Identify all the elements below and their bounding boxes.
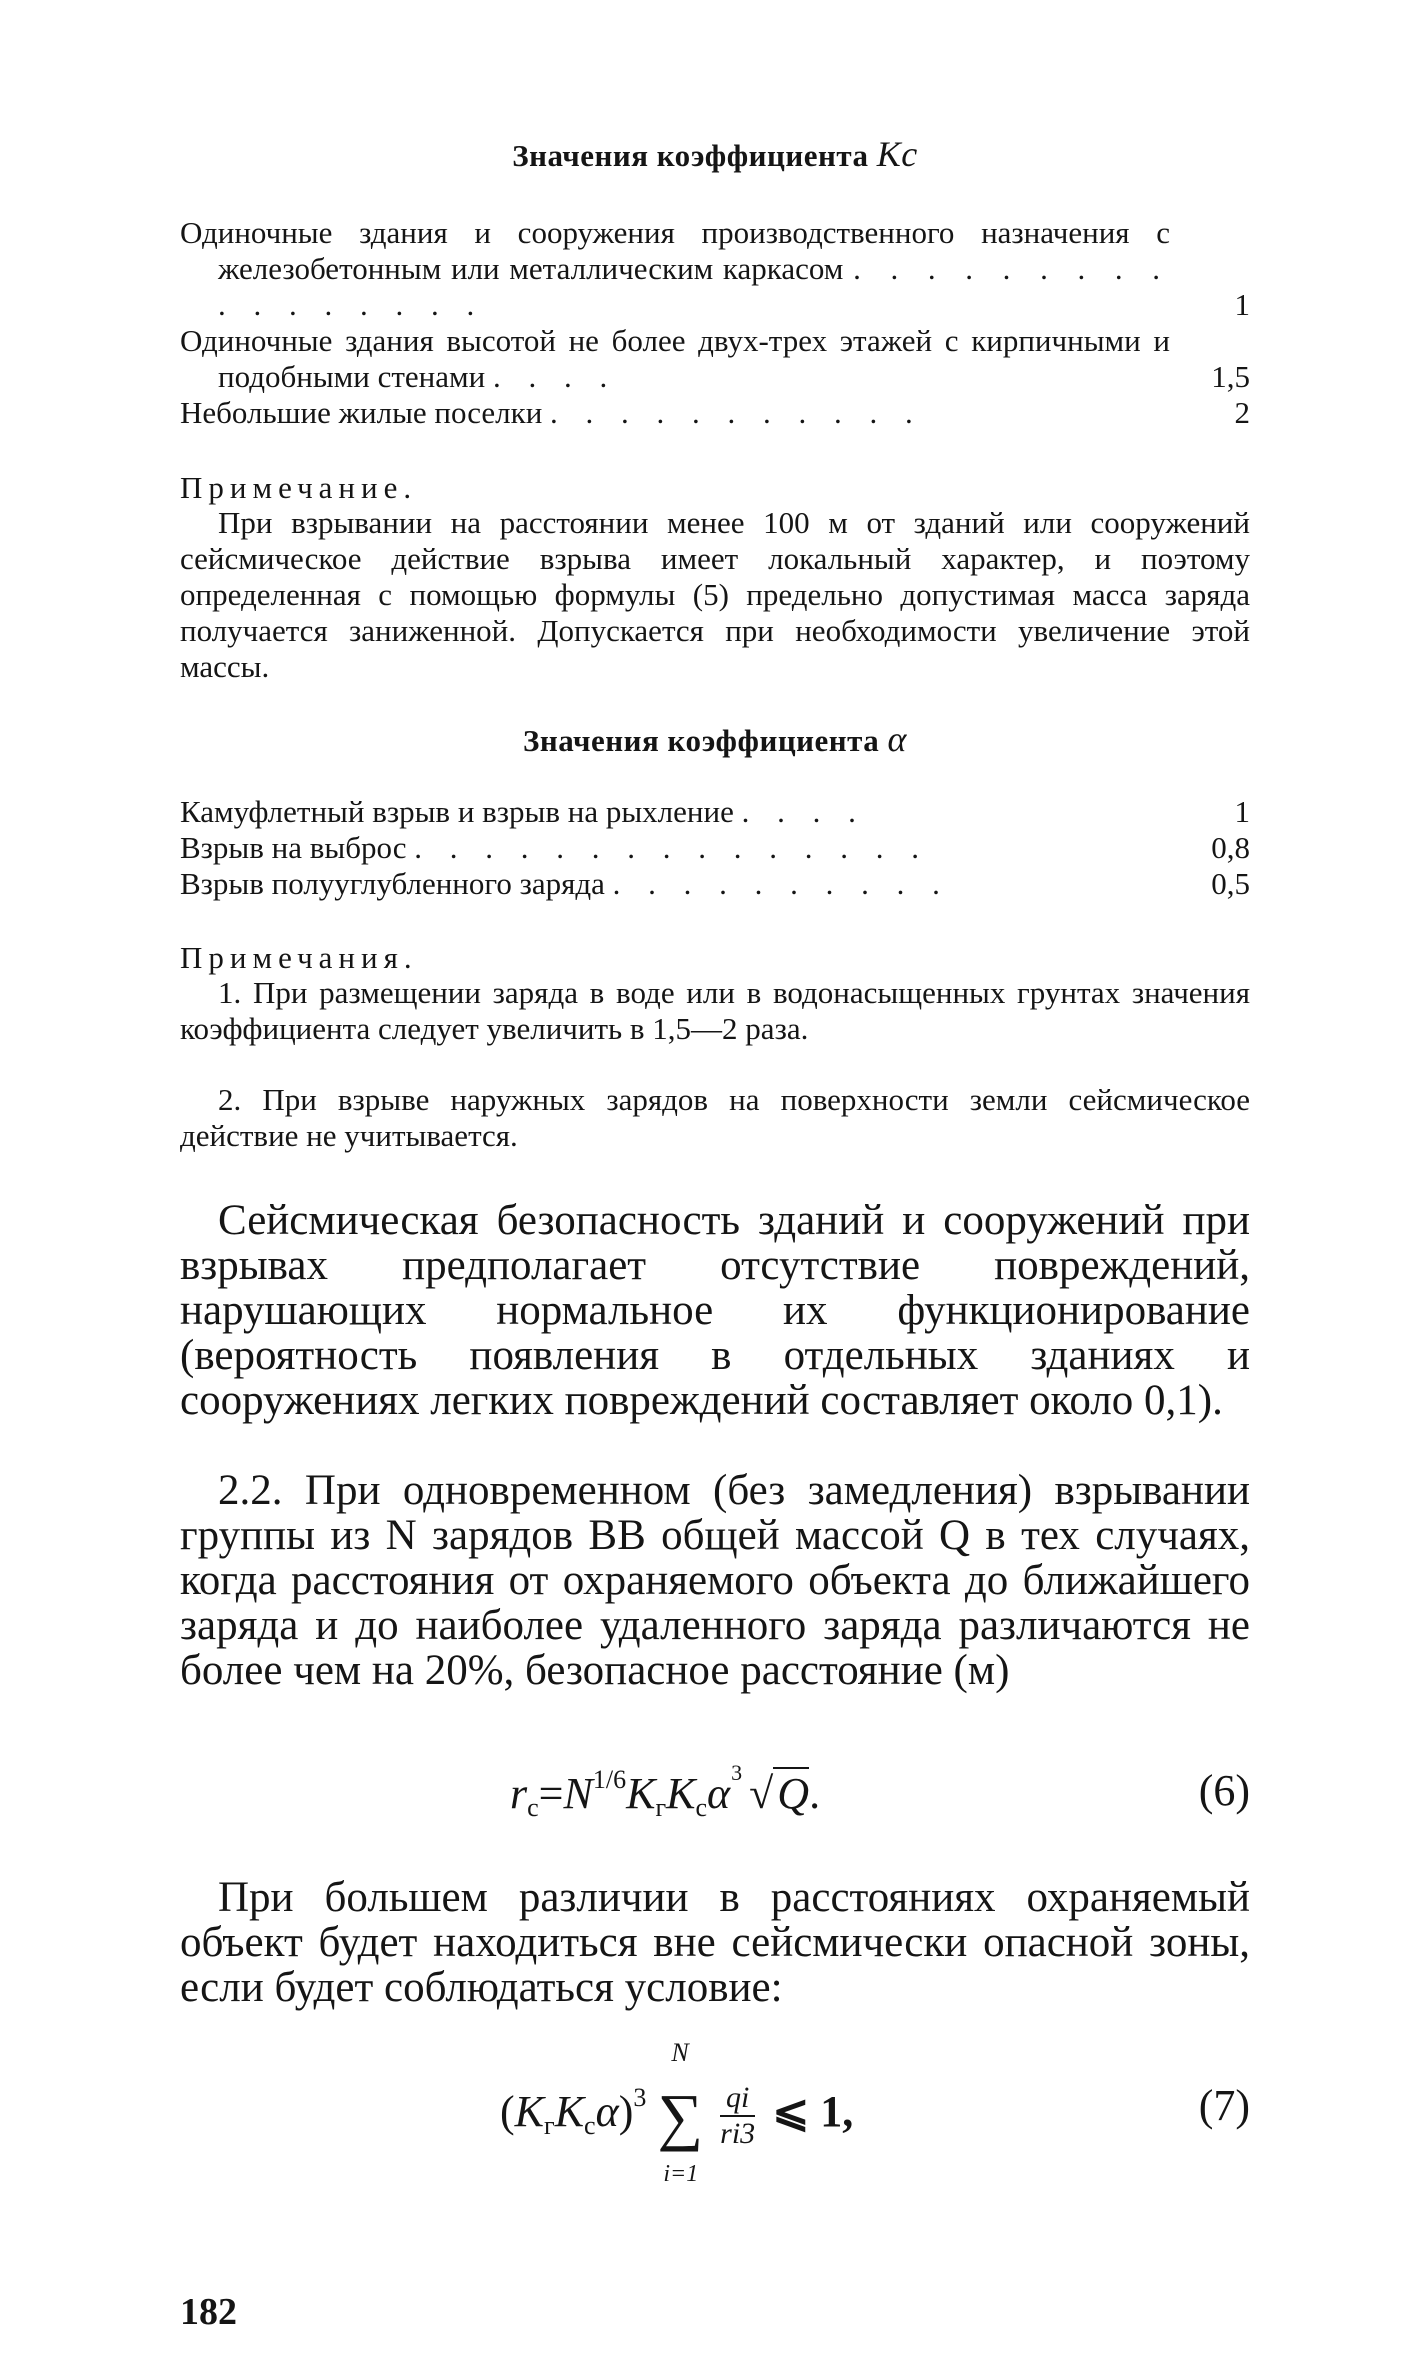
alpha-row [180,794,1250,830]
alpha-row-label: Взрыв на выброс [180,830,407,865]
alpha-note-2: 2. При взрыве наружных зарядов на поверхности земли сейсмическое действие не учитывается. [180,1082,1250,1153]
formula-7-number: (7) [1198,2081,1250,2130]
alpha-row-value: 1 [1234,794,1250,829]
kc-row-label: Одиночные здания высотой не более двух-трех этажей с кирпичными и подобными стенами [180,323,1170,394]
kc-row [180,323,1250,395]
kc-row-label: Небольшие жилые поселки [180,395,543,430]
alpha-heading [180,718,1250,760]
page-number: 182 [180,2291,237,2333]
alpha-row-value: 0,5 [1211,866,1250,901]
kc-row-dots: . . . . . . . . . . . [550,395,923,430]
alpha-note-1: 1. При размещении заряда в воде или в водонасыщенных грунтах значения коэффициента следует увеличить в 1,5—2 раза. [180,975,1250,1046]
formula-7 [180,2038,1250,2187]
formula-6 [180,1760,1250,1825]
alpha-row-dots: . . . . [741,794,866,829]
kc-note-title: Примечание. [180,470,418,505]
kc-row [180,215,1250,323]
alpha-row-value: 0,8 [1211,830,1250,865]
summation-sign: N ∑ i=1 [657,2038,703,2187]
kc-row-label: Одиночные здания и сооружения производственного назначения с железобетонным или металлическим каркасом [180,215,1170,286]
alpha-heading-text: Значения коэффициента [523,723,880,758]
kc-note-text: При взрывании на расстоянии менее 100 м от зданий или сооружений сейсмическое действие взрыва имеет локальный характер, и поэтому определенная с помощью формулы (5) предельно допустимая масса заряда получается заниженной. Допускается при необходимости увеличение этой массы. [180,505,1250,684]
alpha-row [180,830,1250,866]
formula-6-expression: $r_c=N^{1/6}K_гK_c\alpha$ 3 √Q. [510,1760,821,1822]
alpha-notes-title: Примечания. [180,940,418,975]
cube-root-sign: 3 √Q [731,1760,810,1818]
alpha-row [180,866,1250,902]
formula-7-expression: $(K_гK_c\alpha)^3$ N ∑ i=1 $\frac{qi}{ri3}$ ⩽ 1, [500,2038,854,2187]
body-paragraph-1: Сейсмическая безопасность зданий и сооружений при взрывах предполагает отсутствие повреждений, нарушающих нормальное их функционирование (вероятность появления в отдельных зданиях и сооружениях легких повреждений составляет около 0,1). [180,1197,1250,1424]
body-paragraph-3: При большем различии в расстояниях охраняемый объект будет находиться вне сейсмически опасной зоны, если будет соблюдаться условие: [180,1874,1250,2011]
alpha-row-dots: . . . . . . . . . . [612,866,950,901]
formula-6-number: (6) [1198,1766,1250,1815]
alpha-heading-symbol: α [887,719,907,759]
kc-row-value: 1,5 [1211,359,1250,394]
kc-row-dots: . . . . [493,359,618,394]
alpha-table [180,794,1250,902]
alpha-row-label: Взрыв полууглубленного заряда [180,866,605,901]
alpha-row-label: Камуфлетный взрыв и взрыв на рыхление [180,794,734,829]
body-paragraph-2: 2.2. При одновременном (без замедления) взрывании группы из N зарядов ВВ общей массой Q в тех случаях, когда расстояния от охраняемого объекта до ближайшего заряда и до наиболее удаленного заряда различаются не более чем на 20%, безопасное расстояние (м) [180,1467,1250,1694]
kc-row [180,395,1250,431]
kc-table [180,215,1250,431]
kc-heading-symbol: Kc [876,134,918,174]
kc-row-dots: . . . . . . . . . . . . . . . . . [218,251,1171,322]
kc-heading-text: Значения коэффициента [512,138,869,173]
fraction: $\frac{qi}{ri3}$ [720,2080,756,2150]
kc-row-value: 1 [1234,287,1250,322]
kc-row-value: 2 [1234,395,1250,430]
kc-heading [180,133,1250,175]
alpha-row-dots: . . . . . . . . . . . . . . . [414,830,930,865]
